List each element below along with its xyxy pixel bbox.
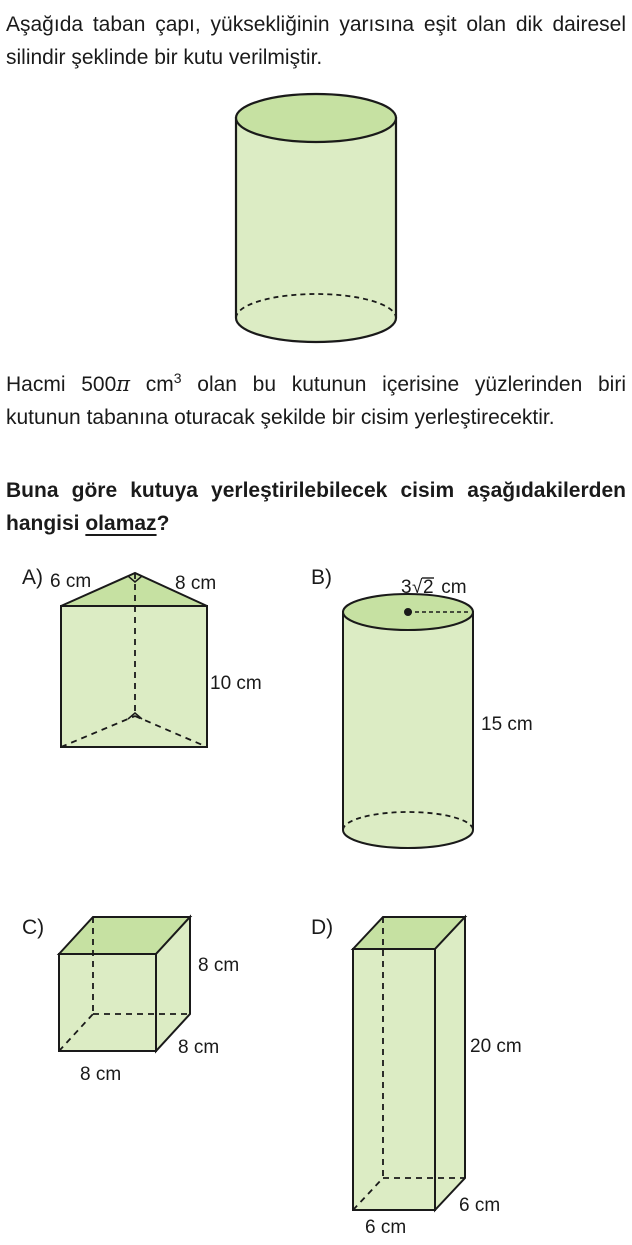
question-underlined: olamaz: [85, 512, 157, 535]
option-b-height: 15 cm: [481, 714, 533, 735]
option-a-side1: 6 cm: [50, 571, 92, 592]
question-mark: ?: [156, 512, 170, 535]
option-d-letter: D): [311, 916, 334, 939]
option-a-height: 10 cm: [210, 673, 262, 694]
option-b-letter: B): [311, 566, 332, 589]
option-b-radius-unit: cm: [436, 577, 467, 598]
option-b-radius-root: 2: [423, 577, 434, 598]
option-a-letter: A): [22, 566, 43, 589]
option-c-width: 8 cm: [80, 1064, 122, 1085]
intro-text: Aşağıda taban çapı, yüksekliğinin yarısına eşit olan dik dairesel silindir şeklinde bir kutu verilmiştir.: [6, 13, 626, 69]
pi-symbol: π: [116, 372, 131, 396]
option-a-figure: [61, 573, 207, 747]
option-d-figure: [353, 917, 465, 1210]
option-d-width: 6 cm: [365, 1217, 407, 1238]
option-c-figure: [59, 917, 190, 1051]
option-c-letter: C): [22, 916, 45, 939]
option-b-radius-coef: 3: [401, 577, 412, 598]
option-c-height: 8 cm: [198, 955, 240, 976]
option-d-depth: 6 cm: [459, 1195, 501, 1216]
option-a-side2: 8 cm: [175, 573, 217, 594]
main-cylinder: [236, 94, 396, 342]
question-main: Buna göre kutuya yerleştirilebilecek cisim aşağıdakilerden hangisi: [6, 479, 626, 535]
option-c-depth: 8 cm: [178, 1037, 220, 1058]
option-d-height: 20 cm: [470, 1036, 522, 1057]
volume-exponent: 3: [173, 370, 182, 386]
option-b-figure: [343, 594, 473, 848]
volume-rest: olan bu kutunun içerisine yüzlerinden biri kutunun tabanına oturacak şekilde bir cisim yerleştirecektir.: [6, 373, 626, 429]
option-b-radical-icon: √: [412, 577, 423, 598]
volume-unit: cm: [130, 373, 174, 396]
volume-prefix: Hacmi 500: [6, 373, 117, 396]
